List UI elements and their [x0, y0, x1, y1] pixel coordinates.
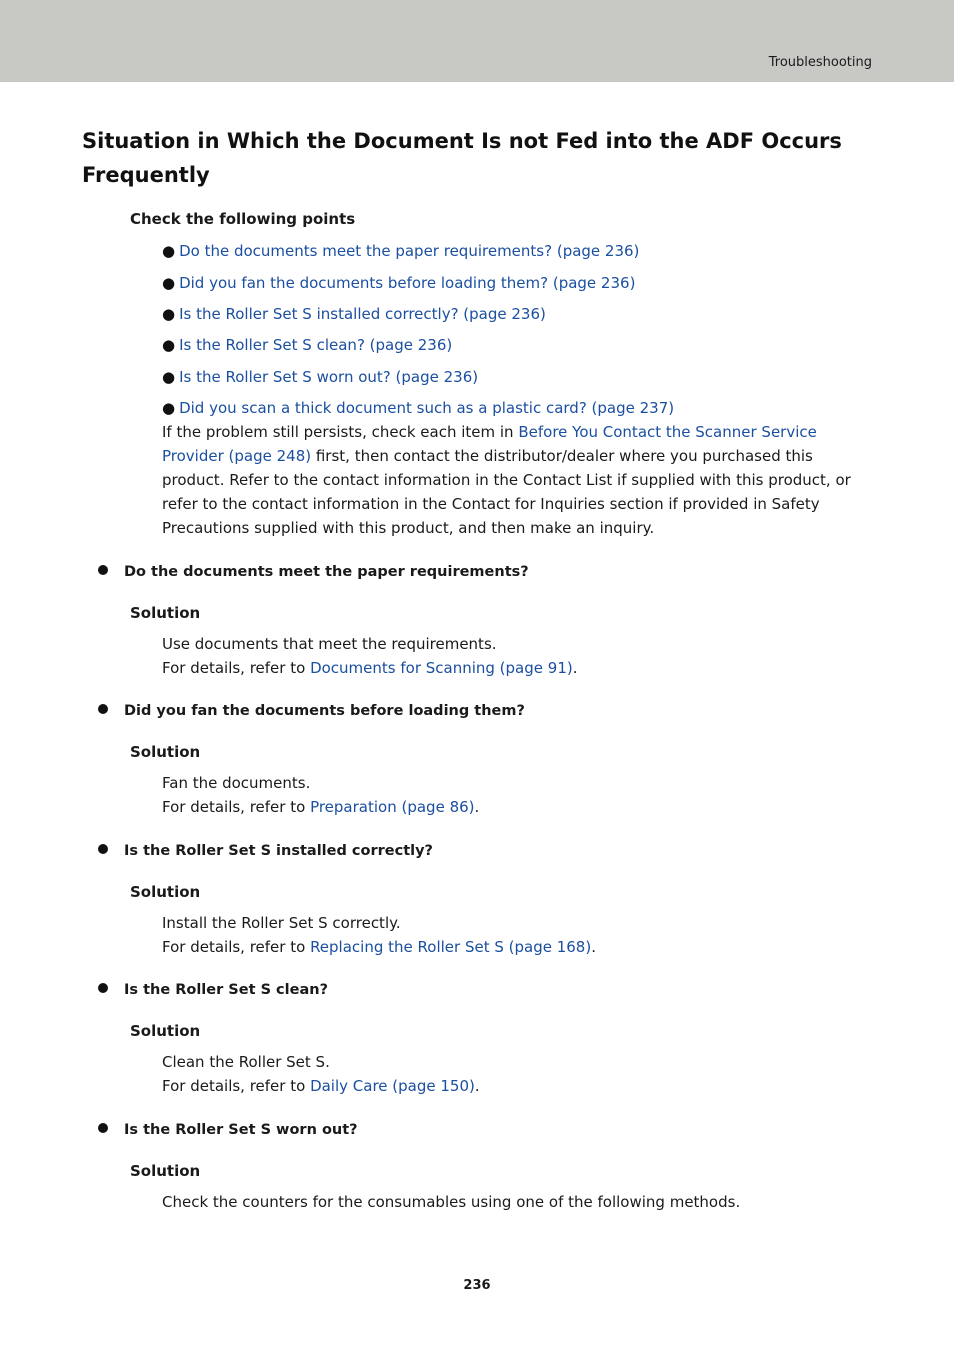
- question-text: Is the Roller Set S clean?: [124, 982, 328, 998]
- bullet-icon: ●: [162, 368, 176, 386]
- check-item: [162, 274, 635, 292]
- check-item-link[interactable]: Is the Roller Set S worn out? (page 236): [179, 368, 479, 386]
- check-item: [162, 305, 546, 323]
- details-suffix: .: [474, 1077, 480, 1095]
- check-item-link[interactable]: Is the Roller Set S clean? (page 236): [179, 336, 453, 354]
- page-number: 236: [463, 1278, 491, 1293]
- details-link[interactable]: Replacing the Roller Set S (page 168): [310, 938, 592, 956]
- details-link[interactable]: Daily Care (page 150): [310, 1077, 475, 1095]
- details-line: [162, 1077, 480, 1095]
- bullet-icon: [98, 565, 108, 575]
- bullet-icon: [98, 983, 108, 993]
- check-item: [162, 242, 639, 260]
- details-line: [162, 938, 596, 956]
- details-link[interactable]: Preparation (page 86): [310, 798, 475, 816]
- persist-text: If the problem still persists, check each item in: [162, 423, 519, 441]
- details-prefix: For details, refer to: [162, 1077, 311, 1095]
- question-text: Is the Roller Set S worn out?: [124, 1122, 358, 1138]
- header-section-label: Troubleshooting: [768, 55, 872, 70]
- check-item-link[interactable]: Do the documents meet the paper requirements? (page 236): [179, 242, 640, 260]
- solution-label: Solution: [130, 743, 201, 761]
- persist-paragraph: [162, 420, 862, 540]
- details-suffix: .: [572, 659, 578, 677]
- bullet-icon: [98, 1123, 108, 1133]
- bullet-icon: [98, 844, 108, 854]
- details-suffix: .: [474, 798, 480, 816]
- solution-label: Solution: [130, 1162, 201, 1180]
- details-suffix: .: [591, 938, 596, 956]
- question-text: Is the Roller Set S installed correctly?: [124, 843, 433, 859]
- contact-provider-link[interactable]: Before You Contact the Scanner Service Provider (page 248): [162, 423, 817, 465]
- page-title: Situation in Which the Document Is not Fed into the ADF Occurs Frequently: [82, 129, 842, 187]
- solution-text: Fan the documents.: [162, 774, 311, 792]
- details-prefix: For details, refer to: [162, 798, 311, 816]
- check-item-link[interactable]: Did you scan a thick document such as a plastic card? (page 237): [179, 399, 675, 417]
- solution-text: Clean the Roller Set S.: [162, 1053, 330, 1071]
- check-item: [162, 368, 478, 386]
- bullet-icon: ●: [162, 274, 176, 292]
- solution-text: Install the Roller Set S correctly.: [162, 914, 401, 932]
- bullet-icon: ●: [162, 399, 176, 417]
- solution-text: Check the counters for the consumables using one of the following methods.: [162, 1193, 741, 1211]
- bullet-icon: ●: [162, 305, 176, 323]
- question-heading: [98, 564, 529, 580]
- details-line: [162, 798, 479, 816]
- solution-label: Solution: [130, 604, 201, 622]
- solution-text: Use documents that meet the requirements.: [162, 635, 497, 653]
- check-item-link[interactable]: Did you fan the documents before loading them? (page 236): [179, 274, 636, 292]
- details-prefix: For details, refer to: [162, 659, 311, 677]
- check-item-link[interactable]: Is the Roller Set S installed correctly? (page 236): [179, 305, 546, 323]
- check-item: [162, 336, 452, 354]
- question-text: Do the documents meet the paper requirements?: [124, 564, 529, 580]
- question-heading: [98, 703, 525, 719]
- bullet-icon: ●: [162, 336, 176, 354]
- question-heading: [98, 1122, 358, 1138]
- question-heading: [98, 982, 328, 998]
- details-prefix: For details, refer to: [162, 938, 311, 956]
- bullet-icon: ●: [162, 242, 176, 260]
- details-line: [162, 659, 578, 677]
- question-heading: [98, 843, 433, 859]
- question-text: Did you fan the documents before loading them?: [124, 703, 525, 719]
- solution-label: Solution: [130, 883, 201, 901]
- check-item: [162, 399, 674, 417]
- check-heading: Check the following points: [130, 210, 356, 228]
- persist-text: first, then contact the distributor/dealer where you purchased this product. Refer to the contact information in the Contact List if supplied with this product, or refer to the contact information in the Contact for Inquiries section if provided in Safety Precautions supplied with this product, and then make an inquiry.: [162, 447, 851, 537]
- bullet-icon: [98, 704, 108, 714]
- details-link[interactable]: Documents for Scanning (page 91): [310, 659, 573, 677]
- solution-label: Solution: [130, 1022, 201, 1040]
